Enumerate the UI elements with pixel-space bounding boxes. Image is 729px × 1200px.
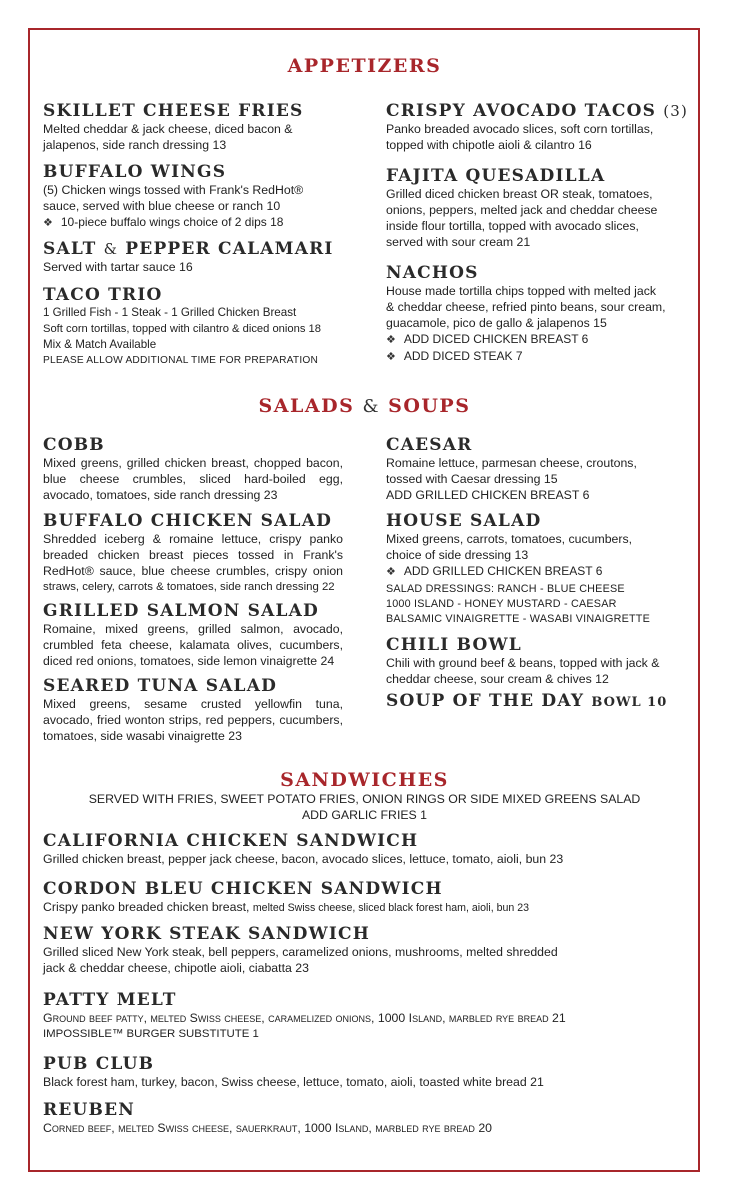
item-desc: Romaine lettuce, parmesan cheese, croutons,: [386, 456, 637, 470]
item-name: BUFFALO CHICKEN SALAD: [43, 511, 333, 531]
item-desc: Black forest ham, turkey, bacon, Swiss cheese, lettuce, tomato, aioli, toasted white bread 21: [43, 1075, 544, 1089]
item-desc: served with sour cream 21: [386, 235, 531, 249]
name-part: SALT: [43, 239, 97, 259]
item-name: PUB CLUB: [43, 1054, 155, 1074]
name-ampersand: &: [103, 240, 119, 258]
item-name: BUFFALO WINGS: [43, 162, 227, 182]
menu-item-skillet-cheese-fries: [43, 101, 303, 153]
menu-item-california-chicken-sandwich: [43, 831, 563, 867]
item-desc: Grilled sliced New York steak, bell peppers, caramelized onions, mushrooms, melted shredded: [43, 945, 558, 959]
item-name: CAESAR: [386, 435, 473, 455]
desc-part: Crispy panko breaded chicken breast,: [43, 900, 250, 914]
item-addon: [43, 214, 303, 231]
item-name: NEW YORK STEAK SANDWICH: [43, 924, 371, 944]
menu-item-grilled-salmon-salad: [43, 601, 343, 669]
menu-item-reuben: [43, 1100, 492, 1136]
item-desc: Mix & Match Available: [43, 338, 157, 351]
item-desc: Mixed greens, carrots, tomatoes, cucumbers,: [386, 532, 633, 546]
item-desc: Soft corn tortillas, topped with cilantro & diced onions 18: [43, 323, 321, 335]
desc-part: melted Swiss cheese, sliced black forest ham, aioli, bun 23: [252, 902, 530, 914]
menu-item-soup-of-the-day: [386, 691, 667, 713]
item-name: HOUSE SALAD: [386, 511, 542, 531]
menu-item-crispy-avocado-tacos: [386, 101, 688, 153]
item-addon: [386, 348, 666, 365]
item-desc: Grilled chicken breast, pepper jack cheese, bacon, avocado slices, lettuce, tomato, aioli, bun 23: [43, 852, 564, 866]
item-desc: guacamole, pico de gallo & jalapenos 15: [386, 316, 607, 330]
name-suffix: BOWL 10: [591, 695, 668, 710]
menu-item-buffalo-wings: [43, 162, 303, 231]
item-name: CALIFORNIA CHICKEN SANDWICH: [43, 831, 419, 851]
item-desc: cheddar cheese, sour cream & chives 12: [386, 672, 609, 686]
menu-item-fajita-quesadilla: [386, 166, 657, 250]
item-name: SEARED TUNA SALAD: [43, 676, 278, 696]
item-desc: Chili with ground beef & beans, topped with jack &: [386, 656, 660, 670]
item-name: CORDON BLEU CHICKEN SANDWICH: [43, 879, 443, 899]
menu-item-salt-pepper-calamari: [43, 239, 334, 275]
item-note: PLEASE ALLOW ADDITIONAL TIME FOR PREPARATION: [43, 355, 319, 366]
item-desc: House made tortilla chips topped with melted jack: [386, 284, 656, 298]
item-desc: Panko breaded avocado slices, soft corn tortillas,: [386, 122, 654, 136]
salads-soups-heading: [0, 395, 729, 417]
item-name: FAJITA QUESADILLA: [386, 166, 606, 186]
item-desc: Corned beef, melted Swiss cheese, sauerkraut, 1000 Island, marbled rye bread 20: [43, 1121, 493, 1135]
sandwiches-subheading: SERVED WITH FRIES, SWEET POTATO FRIES, ONION RINGS OR SIDE MIXED GREENS SALAD: [88, 792, 641, 806]
item-desc: (5) Chicken wings tossed with Frank's RedHot®: [43, 183, 304, 197]
dressing-line: BALSAMIC VINAIGRETTE - WASABI VINAIGRETTE: [386, 613, 650, 625]
item-addon: [386, 331, 666, 348]
dressing-line: SALAD DRESSINGS: RANCH - BLUE CHEESE: [386, 583, 625, 595]
menu-item-new-york-steak-sandwich: [43, 924, 558, 976]
diamond-bullet-icon: ❖: [43, 217, 53, 229]
item-name: REUBEN: [43, 1100, 135, 1120]
heading-ampersand: &: [362, 396, 380, 417]
item-name: GRILLED SALMON SALAD: [43, 601, 319, 621]
sandwiches-heading: SANDWICHES: [280, 769, 449, 791]
item-name: CHILI BOWL: [386, 635, 522, 655]
item-desc: Mixed greens, sesame crusted yellowfin tuna, avocado, fried wonton strips, red peppers, cucumbers, tomatoes, side wasabi vinaigrette 23: [43, 697, 343, 743]
item-desc: Ground beef patty, melted Swiss cheese, caramelized onions, 1000 Island, marbled rye bread 21: [43, 1011, 566, 1025]
item-desc: straws, celery, carrots & tomatoes, side ranch dressing 22: [43, 581, 335, 593]
item-addon: [386, 563, 632, 580]
name-part: PEPPER CALAMARI: [125, 239, 334, 259]
menu-item-taco-trio: [43, 285, 321, 368]
item-desc: choice of side dressing 13: [386, 548, 529, 562]
item-desc: Grilled diced chicken breast OR steak, tomatoes,: [386, 187, 653, 201]
item-name: TACO TRIO: [43, 285, 163, 305]
addon-text: ADD DICED CHICKEN BREAST 6: [403, 332, 589, 346]
item-name: [386, 691, 667, 713]
item-desc: onions, peppers, melted jack and cheddar cheese: [386, 203, 658, 217]
item-desc: jalapenos, side ranch dressing 13: [43, 138, 227, 152]
item-desc: inside flour tortilla, topped with avocado slices,: [386, 219, 639, 233]
item-name: [386, 101, 688, 121]
item-desc: sauce, served with blue cheese or ranch 10: [43, 199, 281, 213]
sandwiches-addon-note: ADD GARLIC FRIES 1: [301, 808, 428, 822]
item-name: [43, 239, 334, 259]
menu-item-nachos: [386, 263, 666, 365]
appetizers-heading: APPETIZERS: [287, 55, 442, 77]
item-desc: ADD GRILLED CHICKEN BREAST 6: [386, 488, 590, 502]
item-desc: & cheddar cheese, refried pinto beans, sour cream,: [386, 300, 666, 314]
item-desc: Served with tartar sauce 16: [43, 260, 193, 274]
item-name: NACHOS: [386, 263, 479, 283]
menu-item-caesar: [386, 435, 637, 503]
name-part: CRISPY AVOCADO TACOS: [386, 101, 657, 121]
heading-part: SALADS: [258, 395, 355, 417]
menu-item-patty-melt: [43, 990, 566, 1042]
name-suffix: (3): [663, 102, 689, 120]
item-name: COBB: [43, 435, 105, 455]
item-desc: [43, 899, 529, 916]
item-desc: jack & cheddar cheese, chipotle aioli, ciabatta 23: [43, 961, 309, 975]
diamond-bullet-icon: ❖: [386, 566, 396, 578]
menu-item-cobb: [43, 435, 343, 503]
diamond-bullet-icon: ❖: [386, 351, 396, 363]
addon-text: ADD GRILLED CHICKEN BREAST 6: [403, 564, 603, 578]
dressing-line: 1000 ISLAND - HONEY MUSTARD - CAESAR: [386, 598, 617, 610]
menu-item-pub-club: [43, 1054, 544, 1090]
salad-dressings-list: [386, 582, 650, 627]
item-name: SKILLET CHEESE FRIES: [43, 101, 304, 121]
item-name: PATTY MELT: [43, 990, 177, 1010]
menu-item-seared-tuna-salad: [43, 676, 343, 744]
diamond-bullet-icon: ❖: [386, 334, 396, 346]
item-desc: topped with chipotle aioli & cilantro 16: [386, 138, 592, 152]
name-part: SOUP OF THE DAY: [386, 691, 585, 711]
addon-text: ADD DICED STEAK 7: [403, 349, 523, 363]
menu-item-house-salad: [386, 511, 632, 580]
heading-part: SOUPS: [388, 395, 471, 417]
item-desc: Shredded iceberg & romaine lettuce, crispy panko breaded chicken breast pieces tossed in Frank's RedHot® sauce, blue cheese crumbles, crispy onion: [43, 532, 343, 578]
item-desc: Melted cheddar & jack cheese, diced bacon &: [43, 122, 293, 136]
item-desc: 1 Grilled Fish - 1 Steak - 1 Grilled Chicken Breast: [43, 306, 297, 319]
item-desc: tossed with Caesar dressing 15: [386, 472, 558, 486]
menu-item-chili-bowl: [386, 635, 659, 687]
item-desc: IMPOSSIBLE™ BURGER SUBSTITUTE 1: [43, 1028, 259, 1040]
menu-item-buffalo-chicken-salad: [43, 511, 343, 595]
item-desc: Mixed greens, grilled chicken breast, chopped bacon, blue cheese crumbles, sliced hard-boiled egg, avocado, tomatoes, side ranch dressing 23: [43, 456, 343, 502]
addon-text: 10-piece buffalo wings choice of 2 dips 18: [60, 215, 284, 229]
item-desc: Romaine, mixed greens, grilled salmon, avocado, crumbled feta cheese, kalamata olives, cucumbers, diced red onions, tomatoes, side lemon vinaigrette 24: [43, 622, 343, 668]
menu-item-cordon-bleu-chicken-sandwich: [43, 879, 529, 916]
